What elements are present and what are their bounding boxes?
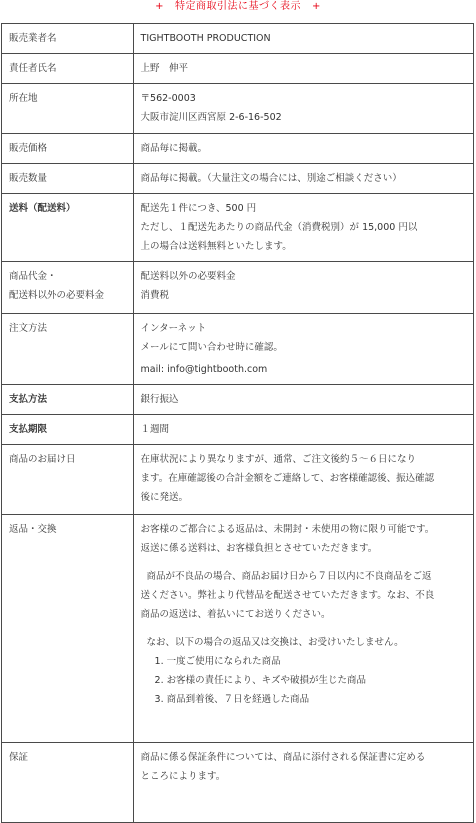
row-value-seller [133, 24, 473, 54]
value-line: １週間 [140, 424, 170, 435]
row-value-address [133, 84, 473, 134]
row-value-shipping [133, 194, 473, 262]
row-value-payment-method [133, 385, 473, 415]
row-value-delivery [133, 445, 473, 515]
expand-plus-icon: + [155, 1, 164, 12]
value-line: ところによります。 [140, 771, 226, 782]
table-row [2, 314, 474, 385]
value-line: 商品に係る保証条件については、商品に添付される保証書に定める [140, 752, 426, 763]
value-line: 配送先１件につき、500 円 [140, 203, 257, 214]
row-value-quantity [133, 164, 473, 194]
table-row [2, 164, 474, 194]
row-label-payment-method: 支払方法 [2, 385, 134, 415]
value-line: 上の場合は送料無料といたします。 [140, 241, 292, 252]
table-row [2, 24, 474, 54]
value-line: 商品が不良品の場合、商品お届け日から７日以内に不良商品をご返 [146, 571, 432, 582]
value-line: 上野 伸平 [140, 63, 189, 74]
value-line: 銀行振込 [140, 394, 179, 405]
table-row [2, 54, 474, 84]
row-label-seller: 販売業者名 [2, 24, 134, 54]
value-line: 在庫状況により異なりますが、通常、ご注文後約５〜６日になり [140, 454, 417, 465]
table-row [2, 134, 474, 164]
row-value-order-method [133, 314, 473, 385]
row-value-price [133, 134, 473, 164]
value-line: 大阪市淀川区西宮原 2-6-16-502 [140, 112, 282, 123]
row-label-order-method: 注文方法 [2, 314, 134, 385]
list-item: 2. お客様の責任により、キズや破損が生じた商品 [154, 675, 366, 686]
row-label-delivery: 商品のお届け日 [2, 445, 134, 515]
table-row [2, 445, 474, 515]
value-line: ます。在庫確認後の合計金額をご連絡して、お客様確認後、振込確認 [140, 473, 435, 484]
row-label-responsible: 責任者氏名 [2, 54, 134, 84]
value-line: メールにて問い合わせ時に確認。 [140, 342, 283, 353]
legal-notice-table [1, 23, 474, 823]
value-line: 配送料以外の必要料金 [140, 271, 236, 282]
row-value-other-fees [133, 262, 473, 314]
expand-plus-icon-right: + [312, 1, 321, 12]
value-line: 消費税 [140, 290, 170, 301]
table-row [2, 84, 474, 134]
value-line: インターネット [140, 323, 207, 334]
row-label-warranty: 保証 [2, 743, 134, 823]
value-line: なお、以下の場合の返品又は交換は、お受けいたしません。 [146, 637, 404, 648]
value-line: 送ください。弊社より代替品を配送させていただきます。なお、不良 [140, 590, 435, 601]
list-item: 3. 商品到着後、７日を経過した商品 [154, 694, 310, 705]
row-value-payment-deadline [133, 415, 473, 445]
label-line: 商品代金・ [9, 271, 57, 282]
value-line: 商品毎に掲載。 [140, 143, 208, 154]
list-item: 1. 一度ご使用になられた商品 [154, 656, 281, 667]
row-label-payment-deadline: 支払期限 [2, 415, 134, 445]
row-label-address: 所在地 [2, 84, 134, 134]
row-label-price: 販売価格 [2, 134, 134, 164]
value-line: ただし、１配送先あたりの商品代金（消費税別）が 15,000 円以 [140, 222, 418, 233]
label-line: 配送料以外の必要料金 [9, 290, 105, 301]
row-value-returns [133, 515, 473, 743]
row-value-responsible [133, 54, 473, 84]
row-label-shipping: 送料（配送料） [2, 194, 134, 262]
contact-email[interactable]: mail: info@tightbooth.com [140, 364, 268, 375]
value-line: 商品毎に掲載。（大量注文の場合には、別途ご相談ください） [140, 173, 402, 184]
row-label-returns: 返品・交換 [2, 515, 134, 743]
value-line: お客様のご都合による返品は、未開封・未使用の物に限り可能です。 [140, 524, 435, 535]
table-row [2, 385, 474, 415]
table-row [2, 194, 474, 262]
value-line: 返送に係る送料は、お客様負担とさせていただきます。 [140, 543, 378, 554]
table-row [2, 262, 474, 314]
row-label-quantity: 販売数量 [2, 164, 134, 194]
legal-notice-title: 特定商取引法に基づく表示 [175, 1, 301, 12]
row-label-other-fees [2, 262, 134, 314]
value-line: TIGHTBOOTH PRODUCTION [140, 33, 271, 44]
table-row [2, 415, 474, 445]
legal-notice-toggle[interactable] [0, 0, 476, 22]
value-line: 商品の返送は、着払いにてお送りください。 [140, 609, 331, 620]
value-line: 〒562-0003 [140, 93, 196, 104]
value-line: 後に発送。 [140, 492, 189, 503]
table-row [2, 515, 474, 743]
